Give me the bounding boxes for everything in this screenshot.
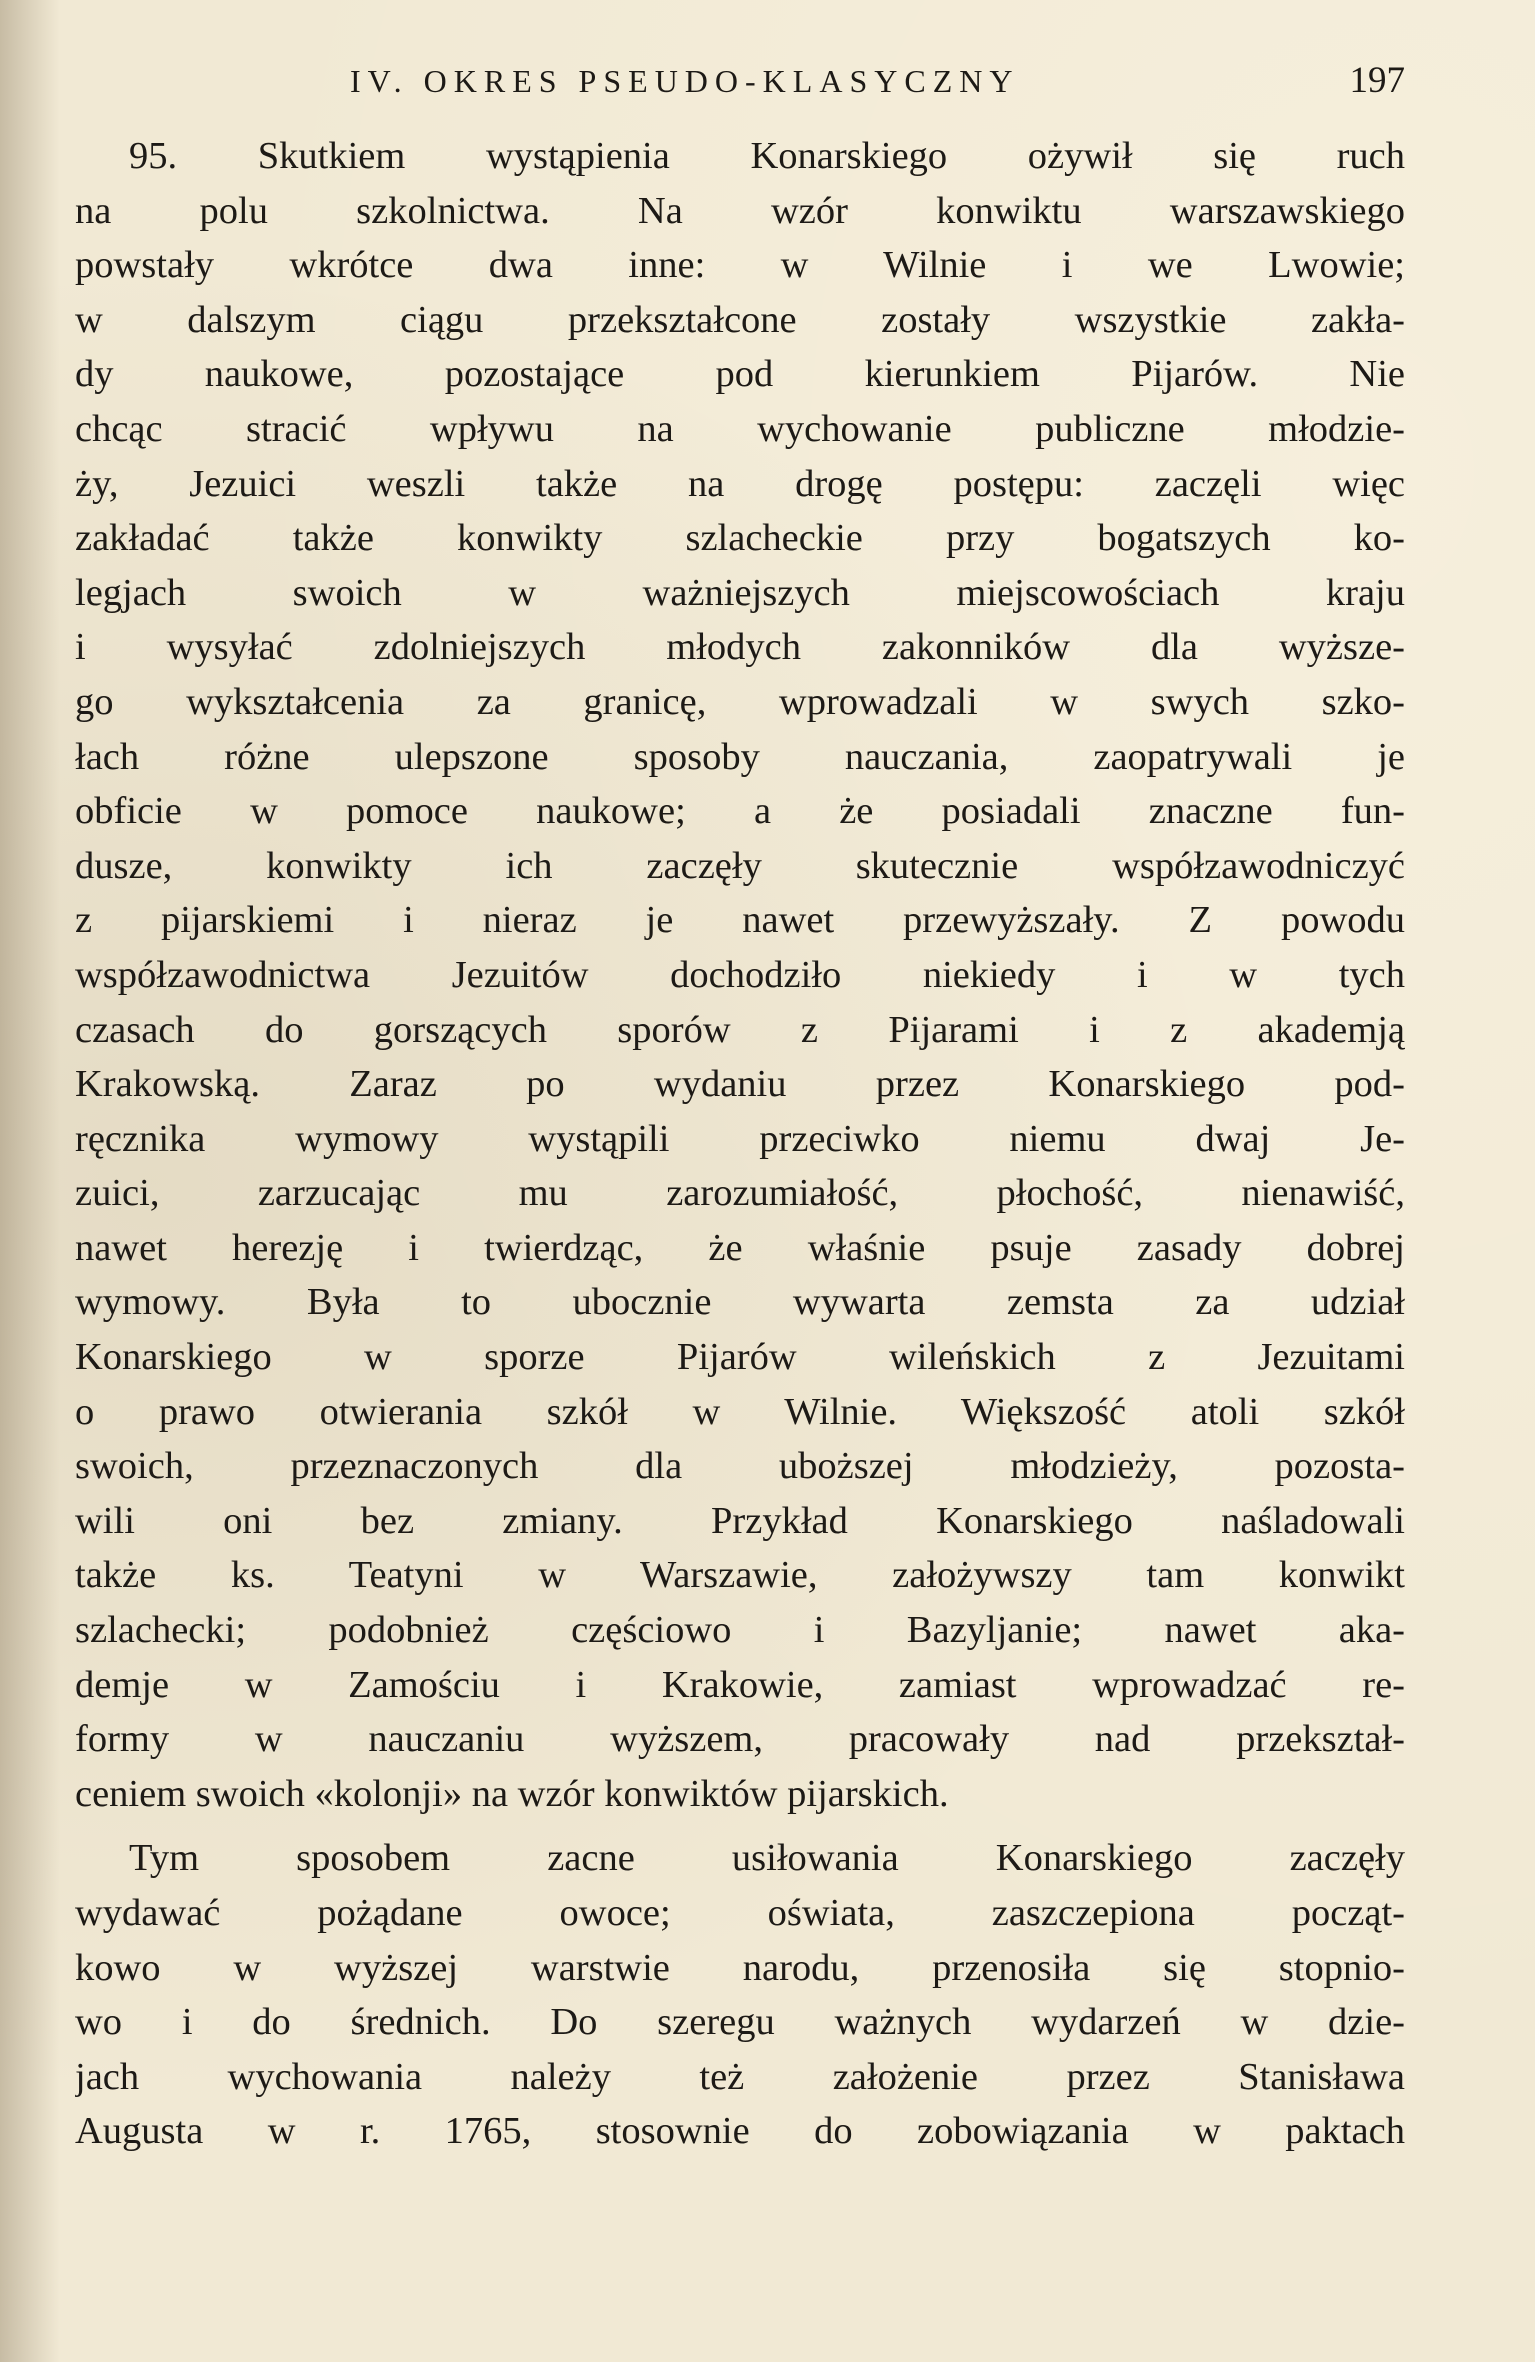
running-head (75, 56, 1405, 106)
text-line: wydawać pożądane owoce; oświata, zaszczepiona począt- (75, 1892, 1405, 1934)
text-line: formy w nauczaniu wyższem, pracowały nad przekształ- (75, 1718, 1405, 1761)
text-line: ceniem swoich «kolonji» na wzór konwiktów pijarskich. (75, 1772, 949, 1815)
paragraph-gap (75, 1821, 1405, 1831)
text-line: dy naukowe, pozostające pod kierunkiem Pijarów. Nie (75, 353, 1405, 396)
text-line: powstały wkrótce dwa inne: w Wilnie i we Lwowie; (75, 244, 1405, 287)
text-line: Augusta w r. 1765, stosownie do zobowiązania w paktach (75, 2110, 1405, 2153)
text-line: obficie w pomoce naukowe; a że posiadali znaczne fun- (75, 790, 1405, 833)
text-line: kowo w wyższej warstwie narodu, przenosiła się stopnio- (75, 1946, 1405, 1989)
text-line: zuici, zarzucając mu zarozumiałość, płochość, nienawiść, (75, 1172, 1405, 1215)
text-line: legjach swoich w ważniejszych miejscowościach kraju (75, 571, 1405, 614)
text-line: o prawo otwierania szkół w Wilnie. Większość atoli szkół (75, 1390, 1405, 1433)
text-line: ży, Jezuici weszli także na drogę postępu: zaczęli więc (75, 462, 1405, 505)
text-line: swoich, przeznaczonych dla uboższej młodzieży, pozosta- (75, 1445, 1405, 1488)
text-line: Tym sposobem zacne usiłowania Konarskiego zaczęły (129, 1837, 1405, 1880)
text-line: wo i do średnich. Do szeregu ważnych wydarzeń w dzie- (75, 2001, 1405, 2044)
page-number: 197 (1349, 60, 1405, 101)
text-line: nawet herezję i twierdząc, że właśnie psuje zasady dobrej (75, 1226, 1405, 1269)
text-line: łach różne ulepszone sposoby nauczania, zaopatrywali je (75, 735, 1405, 778)
text-line: szlachecki; podobnież częściowo i Bazyljanie; nawet aka- (75, 1609, 1405, 1652)
text-line: wili oni bez zmiany. Przykład Konarskiego naśladowali (75, 1499, 1405, 1542)
text-line: dusze, konwikty ich zaczęły skutecznie współzawodniczyć (75, 844, 1405, 887)
text-line: czasach do gorszących sporów z Pijarami i z akademją (75, 1008, 1405, 1051)
page-binding-shadow (0, 0, 60, 2362)
paragraph-95 (75, 129, 1405, 1821)
text-line: współzawodnictwa Jezuitów dochodziło niekiedy i w tych (75, 953, 1405, 996)
body-text (75, 129, 1405, 2159)
text-line: chcąc stracić wpływu na wychowanie publiczne młodzie- (75, 407, 1405, 450)
text-line: demje w Zamościu i Krakowie, zamiast wprowadzać re- (75, 1663, 1405, 1706)
text-line: także ks. Teatyni w Warszawie, założywszy tam konwikt (75, 1554, 1405, 1597)
text-line: ręcznika wymowy wystąpili przeciwko niemu dwaj Je- (75, 1117, 1405, 1160)
text-line: z pijarskiemi i nieraz je nawet przewyższały. Z powodu (75, 899, 1405, 942)
text-line: Krakowską. Zaraz po wydaniu przez Konarskiego pod- (75, 1063, 1405, 1106)
text-line: 95. Skutkiem wystąpienia Konarskiego ożywił się ruch (129, 135, 1405, 177)
text-line: Konarskiego w sporze Pijarów wileńskich z Jezuitami (75, 1336, 1405, 1379)
text-line: na polu szkolnictwa. Na wzór konwiktu warszawskiego (75, 189, 1405, 232)
paragraph-2 (75, 1831, 1405, 2159)
text-line: w dalszym ciągu przekształcone zostały wszystkie zakła- (75, 298, 1405, 341)
running-title: IV. OKRES PSEUDO-KLASYCZNY (350, 63, 1020, 99)
text-line: i wysyłać zdolniejszych młodych zakonników dla wyższe- (75, 626, 1405, 669)
text-line: zakładać także konwikty szlacheckie przy bogatszych ko- (75, 517, 1405, 560)
text-line: jach wychowania należy też założenie przez Stanisława (75, 2055, 1405, 2098)
text-line: go wykształcenia za granicę, wprowadzali w swych szko- (75, 680, 1405, 723)
text-line: wymowy. Była to ubocznie wywarta zemsta za udział (75, 1281, 1405, 1324)
